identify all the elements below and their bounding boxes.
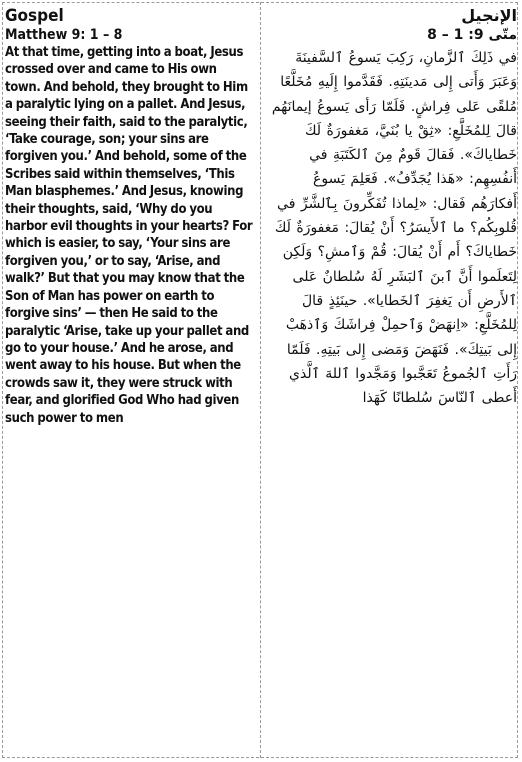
english-reference: Matthew 9: 1 – 8 [5, 27, 123, 43]
arabic-reference: متّى 9: 1 – 8 [427, 27, 517, 43]
arabic-title: الإنجيل [461, 6, 517, 25]
english-title: Gospel [5, 6, 64, 26]
arabic-text: في ذَلِكَ ٱلزَّمانِ، رَكِبَ يَسوعُ ٱلسَّفينَةَ وَعَبَرَ وَأَتى إِلى مَدينَتِهِ. فَقَدَّموا إِلَيهِ مُخَلَّعًا مُلقًى عَلى فِراشٍ. فَلَمّا رَأى يَسوعُ إيمانَهُم قالَ لِلمُخَلَّعِ: «ثِقْ يا بُنَيَّ، مَغفورَةٌ لَكَ خَطاياكَ». فَقالَ قَومٌ مِنَ ٱلكَتَبَةِ في أَنفُسِهِم: «هَذا يُجَدِّفُ». فَعَلِمَ يَسوعُ أَفكارَهُم فَقال: «لِماذا تُفَكِّرونَ بِٱلشَّرِّ في قُلوبِكُم؟ ما ٱلأَيسَرُ؟ أَنْ يُقالَ: مَغفورَةٌ لَكَ خَطاياكَ؟ أَم أَنْ يُقالَ: قُمْ وَٱمشِ؟ وَلَكِن لِتَعلَموا أَنَّ ٱبنَ ٱلبَشَرِ لَهُ سُلطانٌ عَلى ٱلأَرضِ أَن يَغفِرَ ٱلخَطايا». حينَئِذٍ قالَ لِلمُخَلَّعِ: «اِنهَضْ وَٱحمِلْ فِراشَكَ وَٱذهَبْ إِلى بَيتِكَ». فَنَهَضَ وَمَضى إِلى بَيتِهِ. فَلَمّا رَأَتِ ٱلجُموعُ تَعَجَّبوا وَمَجَّدوا ٱللهَ ٱلَّذي أَعطى ٱلنّاسَ سُلطانًا كَهَذا [271, 50, 517, 407]
english-column [5, 6, 255, 427]
english-text: At that time, getting into a boat, Jesus crossed over and came to His own town. And behold, they brought to Him a paralytic lying on a pallet. And Jesus, seeing their faith, said to the paralytic, ‘Take courage, son; your sins are forgiven you.’ And behold, some of the Scribes said within themselves, ‘This Man blasphemes.’ And Jesus, knowing their thoughts, said, ‘Why do you harbor evil thoughts in your hearts? For which is easier, to say, ‘Your sins are forgiven you,’ or to say, ‘Arise, and walk?’ But that you may know that the Son of Man has power on earth to forgive sins’ — then He said to the paralytic ‘Arise, take up your pallet and go to your house.’ And he arose, and went away to his house. But when the crowds saw it, they were struck with fear, and glorified God Who had given such power to men [5, 45, 253, 426]
arabic-column [265, 6, 517, 410]
column-divider [260, 2, 261, 758]
